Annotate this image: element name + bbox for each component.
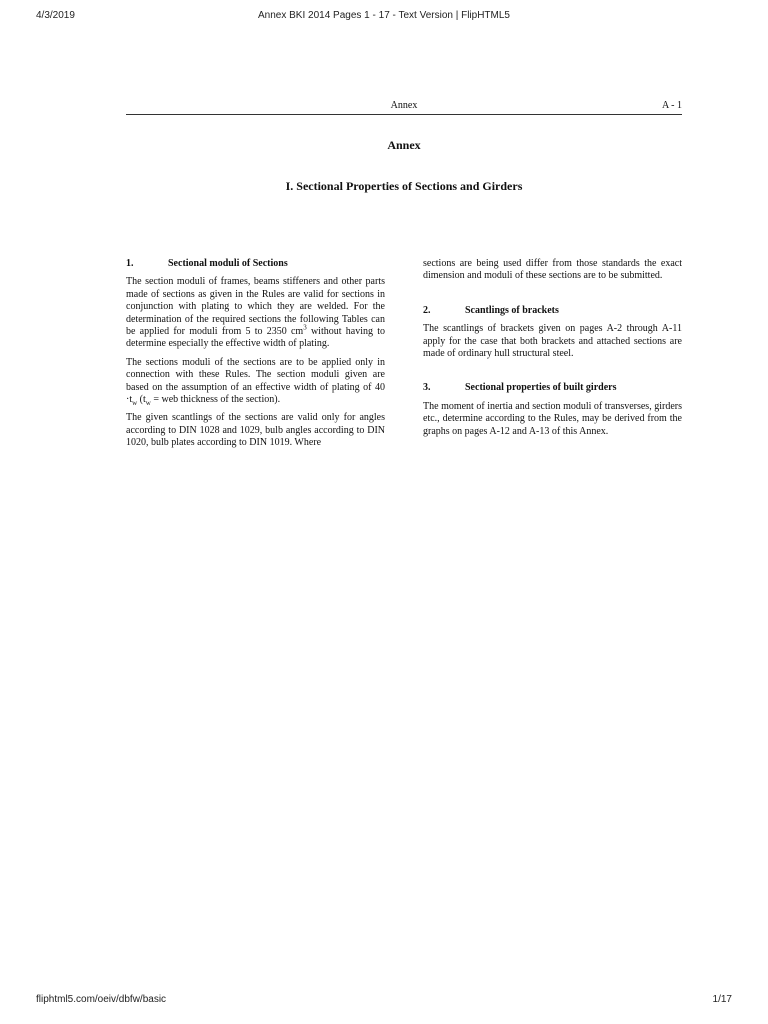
- section-1-title: Sectional moduli of Sections: [168, 258, 288, 269]
- section-3-paragraph-1: The moment of inertia and section moduli of transverses, girders etc., determine according to the Rules, may be derived from the graphs on pages A-12 and A-13 of this Annex.: [423, 400, 682, 437]
- section-1-paragraph-3: The given scantlings of the sections are valid only for angles according to DIN 1028 and 1029, bulb angles according to DIN 1020, bulb plates according to DIN 1019. Where: [126, 412, 385, 449]
- section-1-p2-text-cont: (t: [137, 394, 146, 406]
- section-1-continuation: sections are being used differ from those standards the exact dimension and moduli of these sections are to be submitted.: [423, 258, 682, 282]
- section-1-number: 1.: [126, 258, 134, 269]
- section-1-p2-text: The sections moduli of the sections are to be applied only in connection with these Rules. The section moduli given are based on the assumption of an effective width of plating of 40 ·t: [126, 356, 385, 406]
- superscript-exponent: 3: [303, 323, 307, 332]
- section-1-p1-text: The section moduli of frames, beams stiffeners and other parts made of sections as given in the Rules are valid for sections in conjunction with plating to which they are welded. For the determination of the required sections the following Tables can be applied for moduli from 5 to 2350 cm: [126, 276, 385, 338]
- print-footer: [0, 994, 768, 1010]
- section-2-heading: [423, 305, 682, 317]
- section-3-title: Sectional properties of built girders: [465, 382, 617, 394]
- running-header: [126, 100, 682, 115]
- document-title: Annex: [387, 138, 421, 152]
- source-url: fliphtml5.com/oeiv/dbfw/basic: [36, 994, 167, 1005]
- section-2-paragraph-1: The scantlings of brackets given on pages A-2 through A-11 apply for the case that both brackets and attached sections are made of ordinary hull structural steel.: [423, 323, 682, 360]
- print-title: Annex BKI 2014 Pages 1 - 17 - Text Version | FlipHTML5: [258, 10, 510, 21]
- section-2-title: Scantlings of brackets: [465, 304, 559, 316]
- left-column: [126, 258, 385, 456]
- print-date: 4/3/2019: [36, 10, 75, 21]
- right-column: [423, 258, 682, 444]
- section-1-paragraph-1: [126, 276, 385, 350]
- subscript-w-2: w: [145, 399, 151, 408]
- print-header: [0, 10, 768, 26]
- document-subtitle: I. Sectional Properties of Sections and Girders: [285, 179, 523, 193]
- section-1-heading: [126, 258, 385, 270]
- subscript-w: w: [132, 399, 138, 408]
- section-1-p2-text-end: = web thickness of the section).: [150, 394, 281, 406]
- section-2-number: 2.: [423, 304, 431, 316]
- section-1-paragraph-2: [126, 357, 385, 407]
- running-header-title: Annex: [390, 100, 418, 111]
- section-3-number: 3.: [423, 382, 431, 394]
- page-counter: 1/17: [712, 994, 732, 1005]
- section-1-p1-text-cont: without having to determine especially the effective width of plating.: [126, 326, 385, 350]
- running-header-page: A - 1: [662, 100, 682, 111]
- section-3-heading: [423, 382, 682, 394]
